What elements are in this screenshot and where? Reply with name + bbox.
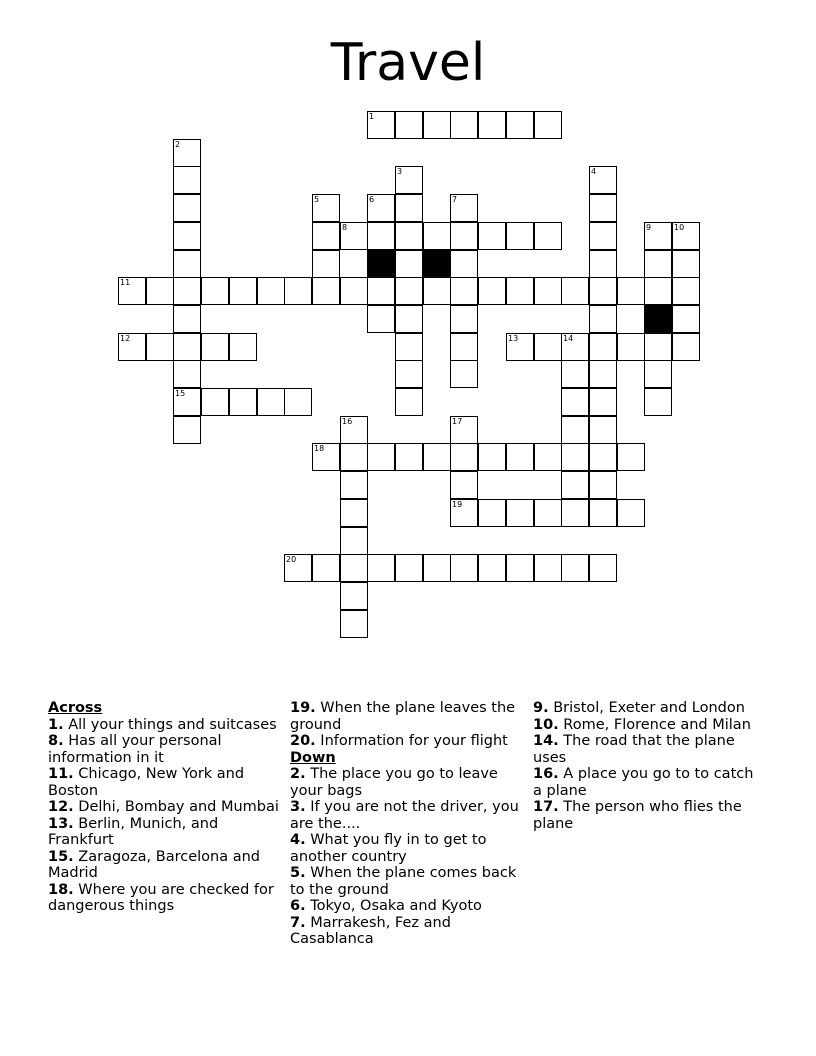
grid-cell[interactable] bbox=[589, 360, 617, 388]
grid-cell[interactable] bbox=[506, 277, 534, 305]
grid-cell[interactable] bbox=[312, 443, 340, 471]
grid-cell[interactable] bbox=[312, 194, 340, 222]
grid-cell[interactable] bbox=[118, 277, 146, 305]
across-heading: Across bbox=[48, 700, 103, 716]
grid-cell[interactable] bbox=[257, 277, 285, 305]
clue-number: 13. bbox=[48, 815, 74, 832]
grid-cell[interactable] bbox=[534, 277, 562, 305]
grid-cell[interactable] bbox=[450, 277, 478, 305]
grid-cell[interactable] bbox=[534, 111, 562, 139]
grid-cell[interactable] bbox=[534, 222, 562, 250]
cell-number: 12 bbox=[120, 334, 131, 343]
grid-cell[interactable] bbox=[644, 360, 672, 388]
clue-across-11 bbox=[48, 766, 280, 799]
clue-text: A place you go to to catch a plane bbox=[533, 766, 754, 799]
clue-down-14 bbox=[533, 733, 763, 766]
grid-cell[interactable] bbox=[478, 111, 506, 139]
clue-down-9 bbox=[533, 700, 763, 717]
clue-text: Berlin, Munich, and Frankfurt bbox=[48, 815, 219, 848]
grid-cell[interactable] bbox=[672, 305, 700, 333]
clue-text: The person who flies the plane bbox=[533, 799, 742, 832]
puzzle-title: Travel bbox=[330, 33, 486, 93]
grid-cell[interactable] bbox=[284, 388, 312, 416]
grid-cell[interactable] bbox=[395, 305, 423, 333]
clue-text: Delhi, Bombay and Mumbai bbox=[78, 799, 279, 815]
grid-cell[interactable] bbox=[534, 333, 562, 361]
grid-cell[interactable] bbox=[367, 305, 395, 333]
clue-number: 8. bbox=[48, 733, 64, 749]
grid-cell[interactable] bbox=[644, 388, 672, 416]
grid-cell[interactable] bbox=[478, 222, 506, 250]
grid-cell[interactable] bbox=[589, 194, 617, 222]
grid-cell[interactable] bbox=[561, 277, 589, 305]
cell-number: 8 bbox=[342, 223, 348, 232]
grid-cell[interactable] bbox=[506, 499, 534, 527]
grid-cell[interactable] bbox=[284, 554, 312, 582]
grid-cell[interactable] bbox=[173, 388, 201, 416]
clue-number: 10. bbox=[533, 716, 559, 733]
grid-cell[interactable] bbox=[589, 333, 617, 361]
cell-number: 18 bbox=[314, 444, 325, 453]
grid-cell[interactable] bbox=[506, 554, 534, 582]
clue-number: 2. bbox=[290, 766, 306, 782]
grid-cell[interactable] bbox=[257, 388, 285, 416]
clue-across-13 bbox=[48, 816, 280, 849]
grid-cell[interactable] bbox=[450, 305, 478, 333]
grid-cell[interactable] bbox=[617, 499, 645, 527]
cell-number: 10 bbox=[674, 223, 685, 232]
grid-cell[interactable] bbox=[395, 388, 423, 416]
grid-cell[interactable] bbox=[644, 222, 672, 250]
grid-cell[interactable] bbox=[672, 250, 700, 278]
grid-cell[interactable] bbox=[450, 499, 478, 527]
grid-cell[interactable] bbox=[367, 111, 395, 139]
clue-number: 5. bbox=[290, 865, 306, 881]
clue-down-2 bbox=[290, 766, 520, 799]
cell-number: 16 bbox=[342, 417, 353, 426]
clue-text: The place you go to leave your bags bbox=[290, 766, 498, 799]
grid-cell[interactable] bbox=[617, 333, 645, 361]
grid-cell[interactable] bbox=[312, 554, 340, 582]
grid-cell[interactable] bbox=[173, 166, 201, 194]
cell-number: 5 bbox=[314, 195, 320, 204]
grid-cell[interactable] bbox=[506, 222, 534, 250]
clue-number: 3. bbox=[290, 799, 306, 815]
cell-number: 15 bbox=[175, 389, 186, 398]
grid-cell[interactable] bbox=[561, 416, 589, 444]
cell-number: 20 bbox=[286, 555, 297, 564]
clue-across-8 bbox=[48, 733, 280, 766]
grid-cell[interactable] bbox=[340, 554, 368, 582]
cell-number: 6 bbox=[369, 195, 375, 204]
grid-cell[interactable] bbox=[561, 443, 589, 471]
cell-number: 3 bbox=[397, 167, 403, 176]
clue-number: 16. bbox=[533, 766, 559, 782]
clue-number: 6. bbox=[290, 898, 306, 914]
grid-cell[interactable] bbox=[395, 333, 423, 361]
grid-cell[interactable] bbox=[173, 360, 201, 388]
grid-cell[interactable] bbox=[450, 554, 478, 582]
grid-cell[interactable] bbox=[589, 416, 617, 444]
grid-cell[interactable] bbox=[589, 222, 617, 250]
grid-cell[interactable] bbox=[367, 443, 395, 471]
grid-cell[interactable] bbox=[173, 194, 201, 222]
grid-cell[interactable] bbox=[423, 277, 451, 305]
grid-cell[interactable] bbox=[146, 333, 174, 361]
clue-text: Marrakesh, Fez and Casablanca bbox=[290, 914, 451, 947]
grid-cell[interactable] bbox=[672, 277, 700, 305]
grid-cell[interactable] bbox=[340, 471, 368, 499]
clue-number: 7. bbox=[290, 914, 306, 931]
grid-cell[interactable] bbox=[173, 305, 201, 333]
grid-cell[interactable] bbox=[229, 277, 257, 305]
cell-number: 19 bbox=[452, 500, 463, 509]
cell-number: 1 bbox=[369, 112, 375, 121]
clue-text: Bristol, Exeter and London bbox=[553, 700, 745, 716]
cell-number: 4 bbox=[591, 167, 597, 176]
clue-number: 9. bbox=[533, 700, 549, 716]
grid-cell[interactable] bbox=[644, 333, 672, 361]
grid-cell[interactable] bbox=[367, 194, 395, 222]
cell-number: 7 bbox=[452, 195, 458, 204]
grid-cell[interactable] bbox=[561, 333, 589, 361]
grid-cell[interactable] bbox=[367, 277, 395, 305]
grid-cell[interactable] bbox=[534, 443, 562, 471]
grid-cell[interactable] bbox=[340, 277, 368, 305]
grid-cell[interactable] bbox=[340, 610, 368, 638]
clue-text: When the plane comes back to the ground bbox=[290, 865, 517, 898]
grid-cell[interactable] bbox=[201, 277, 229, 305]
clue-number: 18. bbox=[48, 881, 74, 898]
grid-cell[interactable] bbox=[450, 471, 478, 499]
grid-cell[interactable] bbox=[201, 333, 229, 361]
grid-cell[interactable] bbox=[450, 333, 478, 361]
clue-across-19 bbox=[290, 700, 520, 733]
grid-cell[interactable] bbox=[617, 277, 645, 305]
grid-cell[interactable] bbox=[589, 499, 617, 527]
grid-cell[interactable] bbox=[561, 554, 589, 582]
grid-cell[interactable] bbox=[173, 250, 201, 278]
clue-down-6 bbox=[290, 898, 520, 915]
cell-number: 17 bbox=[452, 417, 463, 426]
clue-text: Zaragoza, Barcelona and Madrid bbox=[48, 848, 260, 881]
grid-cell[interactable] bbox=[395, 360, 423, 388]
clues-column-1 bbox=[48, 700, 280, 915]
clue-number: 11. bbox=[48, 766, 74, 782]
cell-number: 2 bbox=[175, 140, 181, 149]
down-heading: Down bbox=[290, 749, 336, 766]
grid-cell[interactable] bbox=[367, 554, 395, 582]
clue-text: Chicago, New York and Boston bbox=[48, 766, 245, 799]
grid-cell[interactable] bbox=[340, 222, 368, 250]
clue-number: 19. bbox=[290, 700, 316, 716]
grid-cell[interactable] bbox=[173, 416, 201, 444]
grid-cell[interactable] bbox=[478, 443, 506, 471]
clue-number: 17. bbox=[533, 799, 559, 815]
grid-cell[interactable] bbox=[395, 443, 423, 471]
grid-cell[interactable] bbox=[450, 250, 478, 278]
grid-cell[interactable] bbox=[534, 554, 562, 582]
grid-cell[interactable] bbox=[173, 222, 201, 250]
grid-cell[interactable] bbox=[450, 111, 478, 139]
clue-number: 15. bbox=[48, 848, 74, 865]
clue-text: Rome, Florence and Milan bbox=[563, 716, 751, 733]
clue-text: What you fly in to get to another country bbox=[290, 832, 487, 865]
grid-cell[interactable] bbox=[506, 111, 534, 139]
clue-text: Information for your flight bbox=[320, 733, 508, 749]
clue-number: 20. bbox=[290, 733, 316, 749]
grid-cell[interactable] bbox=[561, 471, 589, 499]
grid-cell[interactable] bbox=[589, 554, 617, 582]
grid-cell[interactable] bbox=[395, 554, 423, 582]
clue-text: The road that the plane uses bbox=[533, 733, 735, 766]
clue-across-12 bbox=[48, 799, 280, 816]
grid-cell[interactable] bbox=[561, 388, 589, 416]
clue-down-17 bbox=[533, 799, 763, 832]
clue-across-15 bbox=[48, 849, 280, 882]
clue-text: Has all your personal information in it bbox=[48, 733, 222, 766]
grid-cell[interactable] bbox=[395, 166, 423, 194]
grid-cell[interactable] bbox=[173, 139, 201, 167]
grid-cell[interactable] bbox=[478, 554, 506, 582]
grid-cell[interactable] bbox=[201, 388, 229, 416]
grid-cell[interactable] bbox=[589, 471, 617, 499]
clue-down-10 bbox=[533, 717, 763, 734]
clue-down-4 bbox=[290, 832, 520, 865]
grid-cell[interactable] bbox=[146, 277, 174, 305]
grid-cell[interactable] bbox=[450, 443, 478, 471]
clue-text: All your things and suitcases bbox=[68, 716, 277, 733]
clue-across-1 bbox=[48, 717, 280, 734]
cell-number: 14 bbox=[563, 334, 574, 343]
grid-cell[interactable] bbox=[312, 277, 340, 305]
grid-cell[interactable] bbox=[229, 333, 257, 361]
grid-cell[interactable] bbox=[173, 333, 201, 361]
clue-number: 12. bbox=[48, 799, 74, 815]
grid-cell[interactable] bbox=[644, 277, 672, 305]
grid-cell[interactable] bbox=[478, 499, 506, 527]
grid-block bbox=[367, 250, 395, 278]
clues-column-2 bbox=[290, 700, 520, 948]
clue-number: 4. bbox=[290, 832, 306, 848]
cell-number: 11 bbox=[120, 278, 131, 287]
clue-across-18 bbox=[48, 882, 280, 915]
grid-cell[interactable] bbox=[340, 582, 368, 610]
grid-cell[interactable] bbox=[561, 360, 589, 388]
grid-cell[interactable] bbox=[395, 250, 423, 278]
clue-number: 1. bbox=[48, 716, 64, 733]
grid-cell[interactable] bbox=[450, 194, 478, 222]
grid-cell[interactable] bbox=[340, 416, 368, 444]
clue-text: Tokyo, Osaka and Kyoto bbox=[310, 898, 482, 914]
clue-down-7 bbox=[290, 915, 520, 948]
grid-cell[interactable] bbox=[312, 222, 340, 250]
grid-cell[interactable] bbox=[423, 443, 451, 471]
clue-text: If you are not the driver, you are the.... bbox=[290, 799, 519, 832]
grid-cell[interactable] bbox=[506, 333, 534, 361]
grid-cell[interactable] bbox=[506, 443, 534, 471]
grid-cell[interactable] bbox=[312, 250, 340, 278]
clue-down-16 bbox=[533, 766, 763, 799]
grid-block bbox=[644, 305, 672, 333]
grid-cell[interactable] bbox=[534, 499, 562, 527]
grid-cell[interactable] bbox=[589, 277, 617, 305]
grid-cell[interactable] bbox=[229, 388, 257, 416]
clue-down-5 bbox=[290, 865, 520, 898]
grid-cell[interactable] bbox=[423, 554, 451, 582]
grid-cell[interactable] bbox=[589, 443, 617, 471]
clue-text: Where you are checked for dangerous things bbox=[48, 881, 274, 914]
grid-block bbox=[423, 250, 451, 278]
grid-cell[interactable] bbox=[423, 222, 451, 250]
grid-cell[interactable] bbox=[395, 111, 423, 139]
clue-number: 14. bbox=[533, 733, 559, 749]
grid-cell[interactable] bbox=[617, 443, 645, 471]
grid-cell[interactable] bbox=[589, 388, 617, 416]
clues-column-3 bbox=[533, 700, 763, 832]
grid-cell[interactable] bbox=[478, 277, 506, 305]
cell-number: 13 bbox=[508, 334, 519, 343]
grid-cell[interactable] bbox=[367, 222, 395, 250]
grid-cell[interactable] bbox=[340, 499, 368, 527]
clue-across-20 bbox=[290, 733, 520, 750]
grid-cell[interactable] bbox=[423, 111, 451, 139]
cell-number: 9 bbox=[646, 223, 652, 232]
grid-cell[interactable] bbox=[450, 222, 478, 250]
grid-cell[interactable] bbox=[450, 416, 478, 444]
grid-cell[interactable] bbox=[589, 250, 617, 278]
grid-cell[interactable] bbox=[395, 222, 423, 250]
grid-cell[interactable] bbox=[340, 443, 368, 471]
clue-down-3 bbox=[290, 799, 520, 832]
grid-cell[interactable] bbox=[644, 250, 672, 278]
grid-cell[interactable] bbox=[284, 277, 312, 305]
grid-cell[interactable] bbox=[450, 360, 478, 388]
grid-cell[interactable] bbox=[395, 277, 423, 305]
grid-cell[interactable] bbox=[589, 166, 617, 194]
grid-cell[interactable] bbox=[340, 527, 368, 555]
clue-text: When the plane leaves the ground bbox=[290, 700, 516, 733]
grid-cell[interactable] bbox=[589, 305, 617, 333]
grid-cell[interactable] bbox=[672, 222, 700, 250]
grid-cell[interactable] bbox=[118, 333, 146, 361]
grid-cell[interactable] bbox=[672, 333, 700, 361]
grid-cell[interactable] bbox=[173, 277, 201, 305]
grid-cell[interactable] bbox=[395, 194, 423, 222]
grid-cell[interactable] bbox=[561, 499, 589, 527]
